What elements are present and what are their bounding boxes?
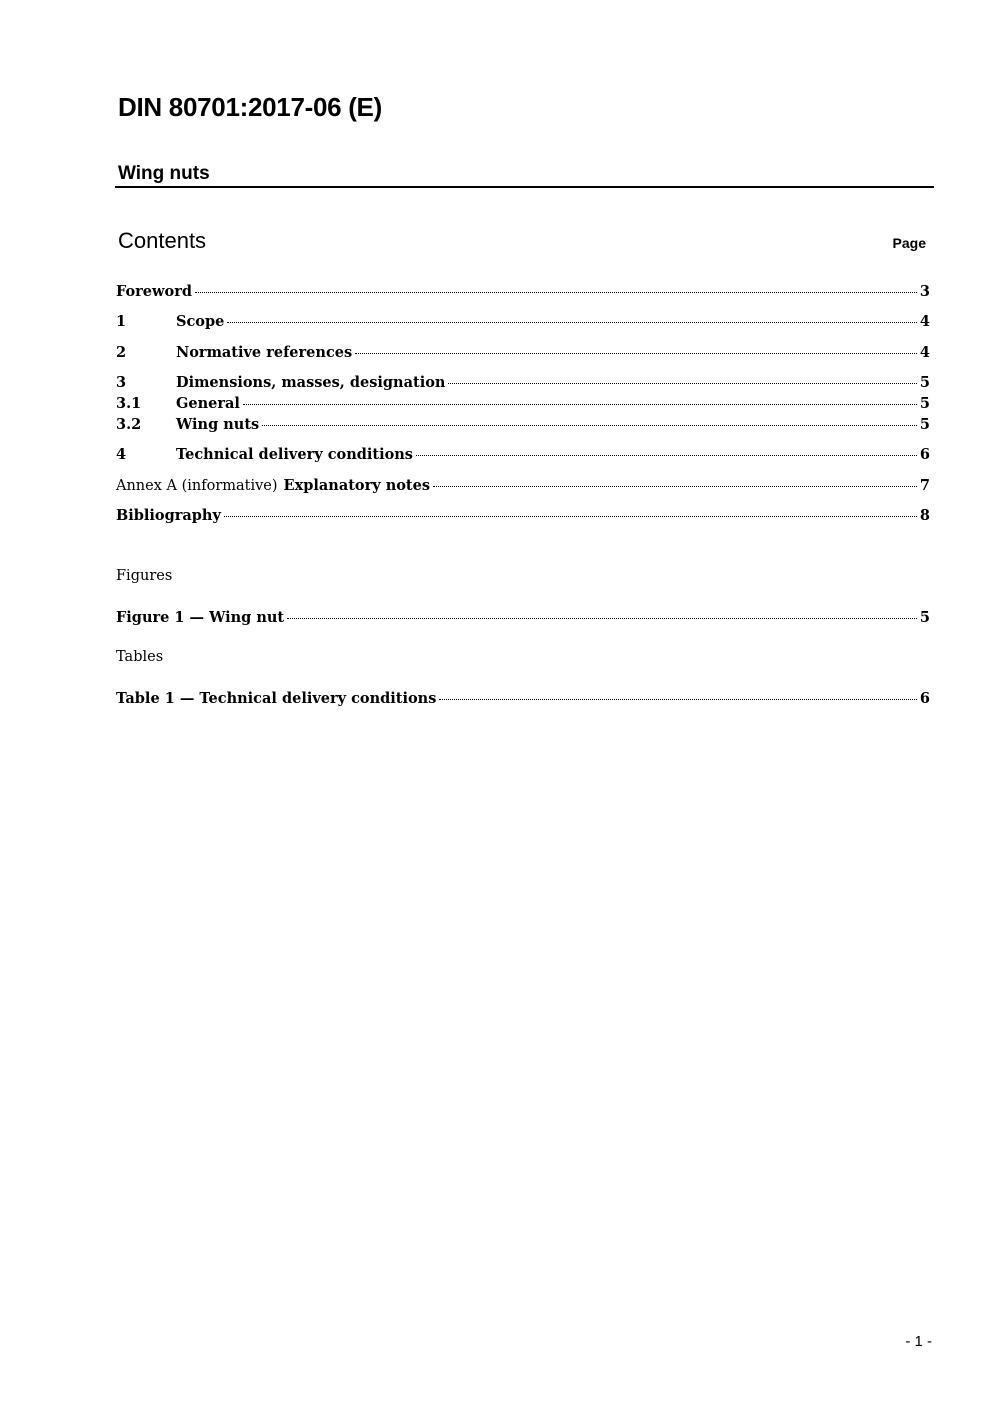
- toc-entry-general[interactable]: [116, 395, 930, 415]
- toc-entry-page: 3: [919, 283, 930, 300]
- toc-leader: [195, 292, 917, 293]
- document-title: Wing nuts: [118, 163, 210, 184]
- toc-leader: [243, 404, 917, 405]
- toc-entry-page: 5: [919, 395, 930, 412]
- toc-entry-page: 5: [919, 374, 930, 391]
- toc-entry-text: Normative references: [176, 344, 353, 361]
- table-entry-page: 6: [919, 690, 930, 707]
- page-number: - 1 -: [905, 1333, 932, 1350]
- toc-entry-text: Scope: [176, 313, 225, 330]
- toc-entry-page: 4: [919, 313, 930, 330]
- toc-leader: [439, 699, 917, 700]
- toc-entry-text: Foreword: [116, 283, 192, 300]
- toc-leader: [416, 455, 917, 456]
- toc-entry-annex-prefix: Annex A (informative): [116, 478, 278, 494]
- figures-label: Figures: [116, 568, 173, 584]
- tables-label: Tables: [116, 649, 164, 665]
- toc-leader: [262, 425, 917, 426]
- page-column-heading: Page: [892, 235, 926, 251]
- toc-entry-text: Dimensions, masses, designation: [176, 374, 446, 391]
- toc-entry-text: Explanatory notes: [283, 477, 431, 494]
- figure-entry-page: 5: [919, 609, 930, 626]
- toc-entry-page: 7: [919, 477, 930, 494]
- document-id: DIN 80701:2017-06 (E): [118, 92, 382, 122]
- toc-entry-text: Technical delivery conditions: [176, 446, 413, 463]
- toc-entry-dimensions[interactable]: [116, 374, 930, 394]
- toc-entry-number: 2: [116, 344, 127, 361]
- toc-entry-number: 4: [116, 446, 127, 463]
- toc-entry-text: General: [176, 395, 240, 412]
- toc-entry-number: 3.1: [116, 395, 142, 412]
- toc-leader: [227, 322, 917, 323]
- figure-list-entry[interactable]: [116, 609, 930, 629]
- toc-entry-scope[interactable]: [116, 313, 930, 333]
- toc-leader: [355, 353, 917, 354]
- toc-entry-number: 1: [116, 313, 127, 330]
- title-rule: [115, 186, 934, 188]
- toc-entry-wing-nuts[interactable]: [116, 416, 930, 436]
- toc-entry-text: Bibliography: [116, 507, 221, 524]
- toc-entry-foreword[interactable]: [116, 283, 930, 303]
- table-entry-text: Table 1 — Technical delivery conditions: [116, 690, 437, 707]
- toc-entry-text: Wing nuts: [176, 416, 260, 433]
- toc-leader: [448, 383, 916, 384]
- toc-leader: [224, 516, 917, 517]
- toc-entry-technical-delivery-conditions[interactable]: [116, 446, 930, 466]
- toc-leader: [287, 618, 917, 619]
- table-list-entry[interactable]: [116, 690, 930, 710]
- toc-entry-number: 3.2: [116, 416, 142, 433]
- toc-entry-bibliography[interactable]: [116, 507, 930, 527]
- contents-heading: Contents: [118, 228, 207, 253]
- toc-entry-normative-references[interactable]: [116, 344, 930, 364]
- figure-entry-text: Figure 1 — Wing nut: [116, 609, 285, 626]
- toc-entry-number: 3: [116, 374, 127, 391]
- toc-entry-page: 5: [919, 416, 930, 433]
- toc-entry-annex-a[interactable]: [116, 477, 930, 497]
- toc-entry-page: 4: [919, 344, 930, 361]
- toc-entry-page: 8: [919, 507, 930, 524]
- toc-leader: [433, 486, 917, 487]
- toc-entry-page: 6: [919, 446, 930, 463]
